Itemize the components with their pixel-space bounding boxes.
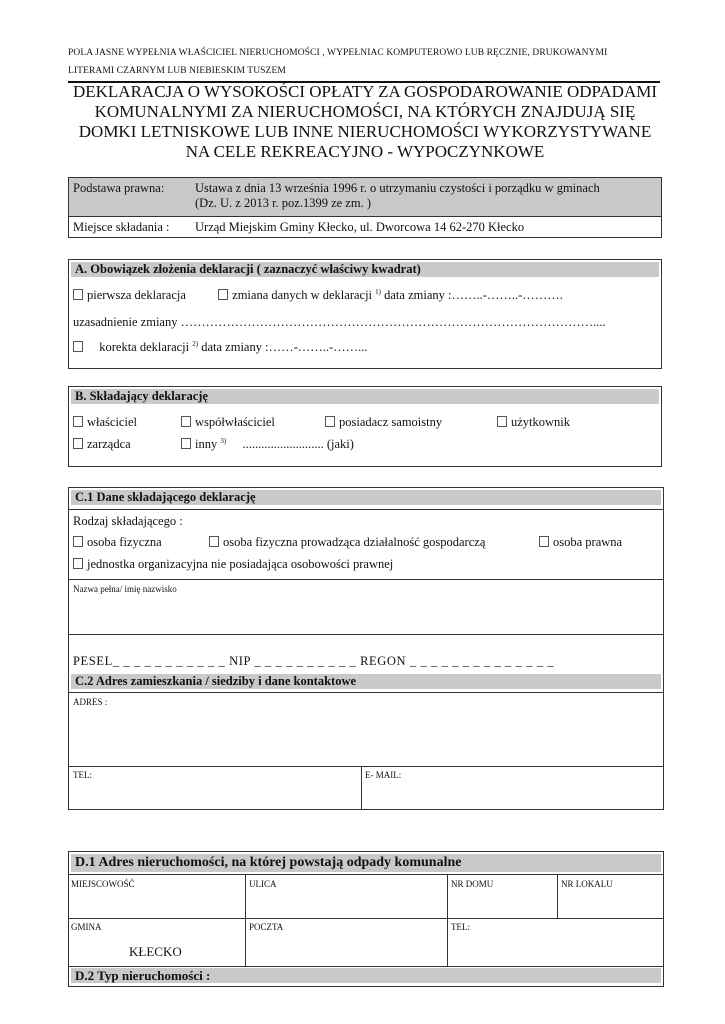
section-b — [68, 386, 662, 467]
footnote-2: 2) — [192, 340, 199, 348]
legal-basis-box — [68, 177, 662, 238]
change-date-field[interactable]: data zmiany :……..-……..-………. — [384, 288, 563, 303]
full-name-field[interactable] — [70, 596, 662, 632]
section-d1-header: D.1 Adres nieruchomości, na której powstają odpady komunalne — [71, 854, 661, 872]
user-checkbox[interactable] — [497, 416, 507, 427]
user-label: użytkownik — [511, 415, 571, 429]
full-name-label: Nazwa pełna/ imię nazwisko — [73, 584, 177, 594]
instruction-line-1: POLA JASNE WYPEŁNIA WŁAŚCICIEL NIERUCHOMOŚCI , WYPEŁNIAC KOMPUTEROWO LUB RĘCZNIE, DRUKOWANYMI — [68, 48, 608, 58]
correction-date-field[interactable]: data zmiany :……-……..-……... — [201, 340, 368, 355]
correction-checkbox[interactable] — [73, 341, 83, 352]
address-label: ADRES : — [73, 697, 108, 707]
title-line-4: NA CELE REKREACYJNO - WYPOCZYNKOWE — [185, 142, 545, 161]
title-line-1: DEKLARACJA O WYSOKOŚCI OPŁATY ZA GOSPODAROWANIE ODPADAMI — [72, 82, 658, 101]
submission-place-label: Miejsce składania : — [73, 220, 170, 234]
section-a-header: A. Obowiązek złożenia deklaracji ( zaznaczyć właściwy kwadrat) — [71, 262, 659, 277]
other-label: inny — [195, 437, 218, 452]
phone-label: TEL: — [73, 770, 92, 780]
correction-label: korekta deklaracji — [99, 340, 190, 355]
street-label: ULICA — [249, 879, 277, 889]
natural-person-label: osoba fizyczna — [87, 535, 162, 549]
legal-basis-line-1: Ustawa z dnia 13 września 1996 r. o utrzymaniu czystości i porządku w gminach — [195, 181, 600, 195]
city-label: MIEJSCOWOŚĆ — [71, 879, 135, 889]
holder-checkbox[interactable] — [325, 416, 335, 427]
change-justification-field[interactable]: uzasadnienie zmiany ……………………………………………………………………………………….... — [73, 315, 606, 329]
organizational-unit-label: jednostka organizacyjna nie posiadająca osobowości prawnej — [87, 557, 394, 571]
footnote-3: 3) — [220, 437, 227, 445]
section-a — [68, 259, 662, 369]
other-checkbox[interactable] — [181, 438, 191, 449]
page-title — [60, 82, 670, 162]
legal-basis-label: Podstawa prawna: — [73, 181, 165, 195]
submitter-type-label: Rodzaj składającego : — [73, 514, 183, 528]
business-person-checkbox[interactable] — [209, 536, 219, 547]
legal-basis-line-2: (Dz. U. z 2013 r. poz.1399 ze zm. ) — [195, 196, 371, 210]
flat-number-label: NR LOKALU — [561, 879, 613, 889]
section-c1-header: C.1 Dane składającego deklarację — [71, 490, 661, 505]
owner-checkbox[interactable] — [73, 416, 83, 427]
address-field[interactable] — [70, 708, 662, 764]
email-field[interactable] — [363, 782, 662, 808]
legal-person-label: osoba prawna — [553, 535, 623, 549]
section-c — [68, 487, 664, 810]
post-office-label: POCZTA — [249, 922, 284, 932]
holder-label: posiadacz samoistny — [339, 415, 443, 429]
title-line-3: DOMKI LETNISKOWE LUB INNE NIERUCHOMOŚCI WYKORZYSTYWANE — [78, 122, 652, 141]
commune-value: KŁECKO — [129, 944, 182, 959]
organizational-unit-checkbox[interactable] — [73, 558, 83, 569]
section-d — [68, 851, 664, 987]
change-data-checkbox[interactable] — [218, 289, 228, 300]
phone-field[interactable] — [70, 782, 360, 808]
natural-person-checkbox[interactable] — [73, 536, 83, 547]
section-d2-header: D.2 Typ nieruchomości : — [71, 968, 661, 983]
email-label: E- MAIL: — [365, 770, 402, 780]
submission-place-value: Urząd Miejskim Gminy Kłecko, ul. Dworcowa 14 62-270 Kłecko — [195, 220, 525, 234]
other-specify-field[interactable]: .......................... (jaki) — [242, 437, 354, 452]
house-number-label: NR DOMU — [451, 879, 494, 889]
owner-label: właściciel — [87, 415, 137, 429]
commune-label: GMINA — [71, 922, 102, 932]
first-declaration-label: pierwsza deklaracja — [87, 288, 186, 303]
section-b-header: B. Składający deklarację — [71, 389, 659, 404]
instruction-line-2: LITERAMI CZARNYM LUB NIEBIESKIM TUSZEM — [68, 66, 286, 76]
id-numbers-field[interactable]: PESEL_ _ _ _ _ _ _ _ _ _ _ NIP _ _ _ _ _ _ _ _ _ _ REGON _ _ _ _ _ _ _ _ _ _ _ _ _ _ — [73, 654, 555, 668]
coowner-checkbox[interactable] — [181, 416, 191, 427]
first-declaration-checkbox[interactable] — [73, 289, 83, 300]
title-line-2: KOMUNALNYMI ZA NIERUCHOMOŚCI, NA KTÓRYCH ZNAJDUJĄ SIĘ — [94, 102, 636, 121]
coowner-label: współwłaściciel — [195, 415, 275, 429]
change-data-label: zmiana danych w deklaracji — [232, 288, 373, 303]
manager-checkbox[interactable] — [73, 438, 83, 449]
property-phone-label: TEL: — [451, 922, 470, 932]
footnote-1: 1) — [375, 288, 381, 296]
business-person-label: osoba fizyczna prowadząca działalność gospodarczą — [223, 535, 486, 549]
manager-label: zarządca — [87, 437, 131, 451]
section-c2-header: C.2 Adres zamieszkania / siedziby i dane kontaktowe — [71, 674, 661, 689]
instruction-note — [68, 44, 668, 80]
legal-person-checkbox[interactable] — [539, 536, 549, 547]
